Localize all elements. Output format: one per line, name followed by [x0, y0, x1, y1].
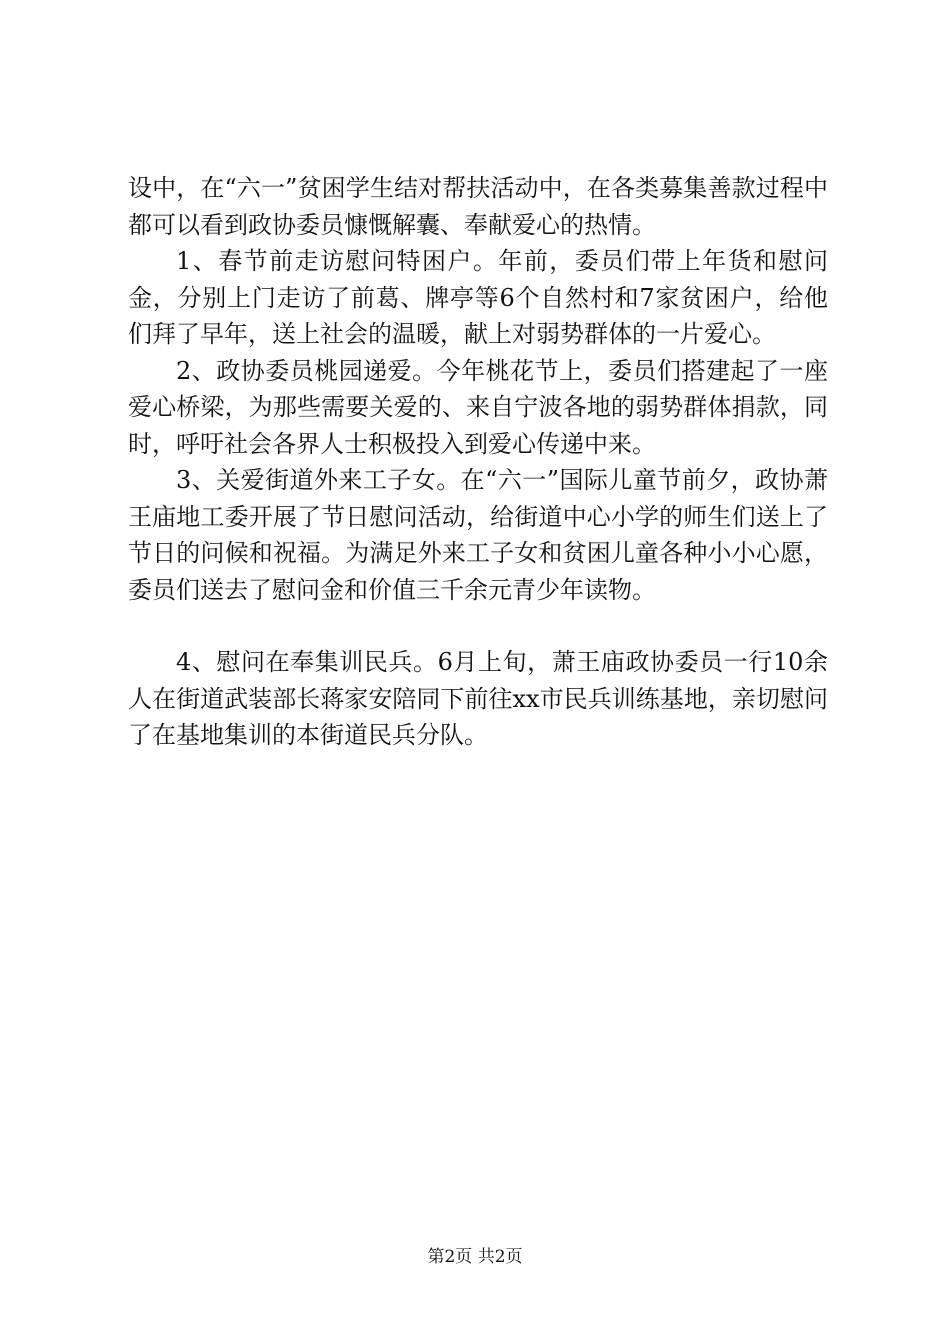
document-body	[128, 170, 828, 754]
paragraph-item-4: 4、慰问在奉集训民兵。6月上旬，萧王庙政协委员一行10余人在街道武装部长蒋家安陪同下前往xx市民兵训练基地，亲切慰问了在基地集训的本街道民兵分队。	[128, 648, 828, 749]
paragraph-item-2: 2、政协委员桃园递爱。今年桃花节上，委员们搭建起了一座爱心桥梁，为那些需要关爱的、来自宁波各地的弱势群体捐款，同时，呼吁社会各界人士积极投入到爱心传递中来。	[128, 356, 828, 458]
page-footer	[0, 1242, 950, 1267]
page-number-indicator: 第2页 共2页	[427, 1247, 523, 1267]
paragraph-continuation: 设中，在“六一”贫困学生结对帮扶活动中，在各类募集善款过程中都可以看到政协委员慷慨解囊、奉献爱心的热情。	[128, 174, 828, 239]
paragraph-item-1: 1、春节前走访慰问特困户。年前，委员们带上年货和慰问金，分别上门走访了前葛、牌亭等6个自然村和7家贫困户，给他们拜了早年，送上社会的温暖，献上对弱势群体的一片爱心。	[128, 247, 828, 348]
paragraph-item-3: 3、关爱街道外来工子女。在“六一”国际儿童节前夕，政协萧王庙地工委开展了节日慰问活动，给街道中心小学的师生们送上了节日的问候和祝福。为满足外来工子女和贫困儿童各种小小心愿，委员们送去了慰问金和价值三千余元青少年读物。	[128, 466, 828, 604]
